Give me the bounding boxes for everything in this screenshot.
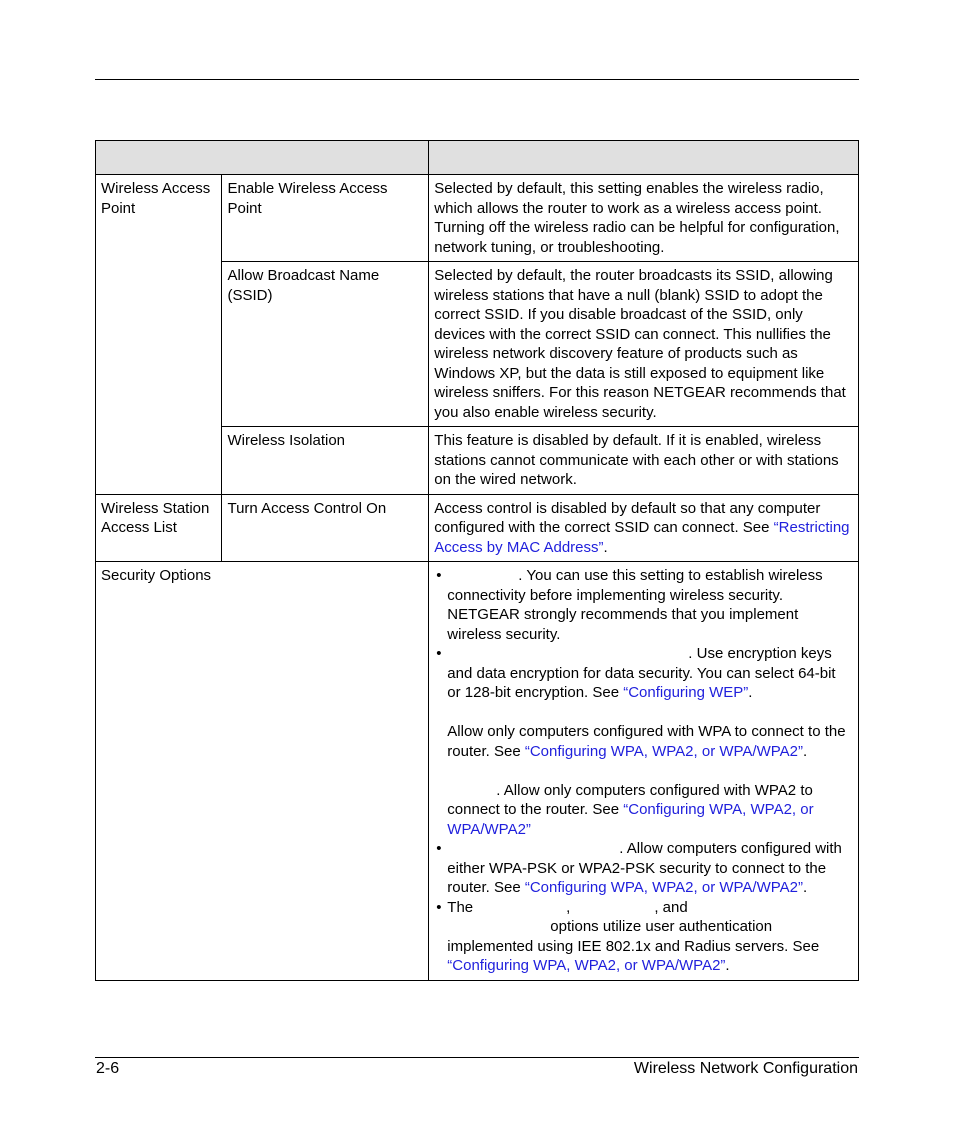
bullet-icon: • bbox=[436, 898, 442, 916]
list-item-wep bbox=[434, 644, 853, 703]
configuring-wpa2-link[interactable]: “Configuring WPA, WPA2, or WPA/WPA2” bbox=[447, 801, 814, 838]
configuring-wpa-link[interactable]: “Configuring WPA, WPA2, or WPA/WPA2” bbox=[524, 742, 803, 760]
option-text: The bbox=[447, 898, 474, 916]
option-text: Allow only computers configured with WPA to connect to the router. See bbox=[447, 723, 846, 760]
option-text: . bbox=[748, 684, 753, 701]
description-cell: Selected by default, the router broadcasts its SSID, allowing wireless stations that have a null (blank) SSID to adopt the correct SSID. If you disable broadcast of the SSID, only devices with the correct SSID can connect. This nullifies the wireless network discovery feature of products such as Windows XP, but the data is still exposed to equipment like wireless sniffers. For this reason NETGEAR recommends that you also enable wireless security. bbox=[429, 262, 859, 427]
description-text: . bbox=[603, 538, 608, 556]
option-text: . bbox=[802, 879, 808, 896]
security-options-list bbox=[434, 566, 853, 976]
setting-cell: Wireless Isolation bbox=[222, 427, 429, 495]
description-text: Access control is disabled by default so that any computer configured with the correct SSID can connect. See bbox=[434, 499, 821, 536]
description-cell-security bbox=[429, 562, 859, 981]
option-text: . bbox=[802, 742, 808, 760]
option-text: . You can use this setting to establish wireless connectivity before implementing wireless security. NETGEAR strongly recommends that you implement wireless security. bbox=[447, 567, 823, 643]
group-cell-security-options: Security Options bbox=[96, 562, 429, 981]
table-header-cell-description bbox=[429, 141, 859, 175]
option-name-placeholder bbox=[447, 703, 853, 723]
chapter-title: Wireless Network Configuration bbox=[633, 1060, 858, 1077]
option-text: . Use encryption keys and data encryption for data security. You can select 64-bit or 128-bit encryption. See bbox=[447, 645, 836, 701]
option-text: options utilize user authentication implemented using IEE 802.1x and Radius servers. See bbox=[447, 918, 820, 955]
setting-cell: Enable Wireless Access Point bbox=[222, 175, 429, 262]
page-number: 2-6 bbox=[96, 1060, 120, 1077]
option-name-placeholder bbox=[447, 761, 853, 781]
description-cell bbox=[429, 494, 859, 562]
option-text: . bbox=[725, 957, 730, 974]
table-header-row bbox=[96, 141, 859, 175]
option-text: , and bbox=[654, 898, 688, 916]
list-item-enterprise bbox=[434, 898, 853, 976]
table-header-cell-setting bbox=[96, 141, 429, 175]
option-text: , bbox=[566, 898, 571, 916]
setting-cell: Turn Access Control On bbox=[222, 494, 429, 562]
option-text: . Allow computers configured with either WPA-PSK or WPA2-PSK security to connect to the router. See bbox=[447, 840, 842, 896]
configuring-wep-link[interactable]: “Configuring WEP” bbox=[623, 684, 749, 701]
mac-access-link[interactable]: “Restricting Access by MAC Address” bbox=[434, 519, 850, 556]
description-cell: Selected by default, this setting enables the wireless radio, which allows the router to work as a wireless access point. Turning off the wireless radio can be helpful for configuration, network tuning, or troubleshooting. bbox=[429, 175, 859, 262]
setting-cell: Allow Broadcast Name (SSID) bbox=[222, 262, 429, 427]
wireless-settings-table bbox=[95, 140, 859, 981]
option-text: . Allow only computers configured with WPA2 to connect to the router. See bbox=[447, 781, 813, 818]
list-item-none bbox=[434, 566, 853, 644]
configuring-wpa-mixed-link[interactable]: “Configuring WPA, WPA2, or WPA/WPA2” bbox=[524, 879, 803, 896]
footer-rule bbox=[95, 1057, 859, 1058]
group-cell-access-list: Wireless Station Access List bbox=[96, 494, 222, 562]
bullet-icon: • bbox=[436, 567, 442, 584]
group-cell-wireless-access-point: Wireless Access Point bbox=[96, 175, 222, 495]
table-row bbox=[96, 494, 859, 562]
list-item-wpa bbox=[434, 703, 853, 762]
list-item-wpa-mixed bbox=[434, 839, 853, 898]
description-cell: This feature is disabled by default. If it is enabled, wireless stations cannot communicate with each other or with stations on the wired network. bbox=[429, 427, 859, 495]
table-row bbox=[96, 175, 859, 262]
list-item-wpa2 bbox=[434, 761, 853, 839]
bullet-icon: • bbox=[436, 645, 442, 662]
header-rule bbox=[95, 79, 859, 80]
table-row bbox=[96, 562, 859, 981]
configuring-wpa-enterprise-link[interactable]: “Configuring WPA, WPA2, or WPA/WPA2” bbox=[447, 957, 726, 974]
bullet-icon: • bbox=[436, 840, 442, 857]
